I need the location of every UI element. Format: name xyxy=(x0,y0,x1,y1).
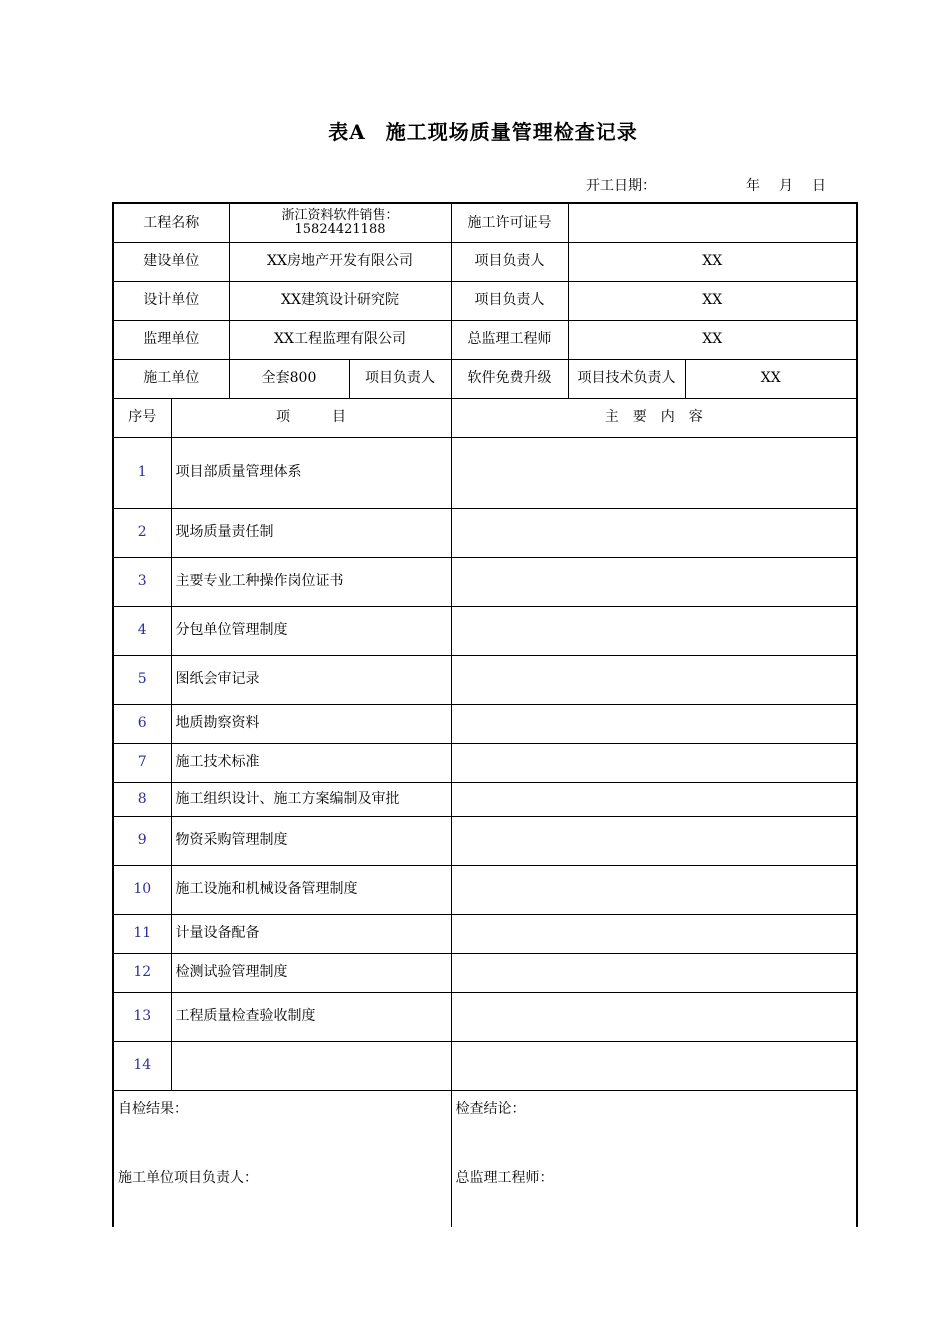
builder-lead-label: 项目负责人 xyxy=(451,242,568,281)
permit-value xyxy=(568,203,857,242)
item-content xyxy=(451,437,857,508)
item-content xyxy=(451,606,857,655)
item-number: 4 xyxy=(113,606,171,655)
chief-supervisor-label: 总监理工程师 xyxy=(451,320,568,359)
item-number: 7 xyxy=(113,743,171,782)
project-name-line2: 15824421188 xyxy=(294,221,386,237)
item-name: 计量设备配备 xyxy=(171,914,451,953)
start-date-row xyxy=(586,175,836,195)
table-row xyxy=(113,606,857,655)
tech-lead-value: XX xyxy=(685,359,857,398)
table-row xyxy=(113,914,857,953)
item-content xyxy=(451,508,857,557)
table-row xyxy=(113,508,857,557)
seq-header: 序号 xyxy=(113,398,171,437)
start-date-label: 开工日期： xyxy=(586,178,656,194)
supervisor-label: 监理单位 xyxy=(113,320,229,359)
item-number: 14 xyxy=(113,1041,171,1090)
contractor-lead-label: 项目负责人 xyxy=(349,359,451,398)
item-number: 5 xyxy=(113,655,171,704)
conclusion-label: 检查结论： xyxy=(455,1100,526,1117)
item-content xyxy=(451,865,857,914)
item-number: 3 xyxy=(113,557,171,606)
item-name: 主要专业工种操作岗位证书 xyxy=(171,557,451,606)
inspection-form xyxy=(112,202,856,1227)
item-number: 2 xyxy=(113,508,171,557)
item-number: 11 xyxy=(113,914,171,953)
item-number: 8 xyxy=(113,782,171,816)
item-content xyxy=(451,953,857,992)
self-check-cell xyxy=(113,1090,451,1227)
chief-supervisor-value: XX xyxy=(568,320,857,359)
contractor-sign-label: 施工单位项目负责人： xyxy=(118,1169,258,1186)
info-row-project xyxy=(113,203,857,242)
table-row xyxy=(113,816,857,865)
contractor-lead-value: 软件免费升级 xyxy=(451,359,568,398)
info-row-supervisor xyxy=(113,320,857,359)
item-name: 工程质量检查验收制度 xyxy=(171,992,451,1041)
chief-sign-label: 总监理工程师： xyxy=(455,1169,554,1186)
item-content xyxy=(451,655,857,704)
item-name xyxy=(171,1041,451,1090)
table-row xyxy=(113,743,857,782)
builder-label: 建设单位 xyxy=(113,242,229,281)
permit-label: 施工许可证号 xyxy=(451,203,568,242)
supervisor-value: XX工程监理有限公司 xyxy=(229,320,451,359)
project-name-value xyxy=(229,203,451,242)
signature-row xyxy=(113,1090,857,1227)
inspection-table xyxy=(112,202,858,1227)
conclusion-cell xyxy=(451,1090,857,1227)
item-name: 地质勘察资料 xyxy=(171,704,451,743)
contractor-label: 施工单位 xyxy=(113,359,229,398)
item-name: 施工组织设计、施工方案编制及审批 xyxy=(171,782,451,816)
contractor-value: 全套800 xyxy=(229,359,349,398)
project-name-line1: 浙江资料软件销售： xyxy=(281,208,399,224)
item-number: 6 xyxy=(113,704,171,743)
item-number: 9 xyxy=(113,816,171,865)
item-name: 分包单位管理制度 xyxy=(171,606,451,655)
item-number: 1 xyxy=(113,437,171,508)
self-check-label: 自检结果： xyxy=(118,1100,188,1117)
date-year: 年 xyxy=(746,178,760,194)
title-main: 施工现场质量管理检查记录 xyxy=(385,120,638,144)
item-number: 12 xyxy=(113,953,171,992)
item-name: 检测试验管理制度 xyxy=(171,953,451,992)
item-content xyxy=(451,992,857,1041)
table-row xyxy=(113,1041,857,1090)
item-name: 现场质量责任制 xyxy=(171,508,451,557)
date-day: 日 xyxy=(812,178,826,194)
table-row xyxy=(113,953,857,992)
table-row xyxy=(113,865,857,914)
content-header: 主 要 内 容 xyxy=(451,398,857,437)
item-name: 施工设施和机械设备管理制度 xyxy=(171,865,451,914)
design-label: 设计单位 xyxy=(113,281,229,320)
item-name: 物资采购管理制度 xyxy=(171,816,451,865)
table-row xyxy=(113,704,857,743)
title-prefix: 表A xyxy=(328,120,366,144)
table-row xyxy=(113,992,857,1041)
info-row-builder xyxy=(113,242,857,281)
info-row-design xyxy=(113,281,857,320)
item-content xyxy=(451,816,857,865)
table-row xyxy=(113,437,857,508)
items-header-row xyxy=(113,398,857,437)
table-row xyxy=(113,782,857,816)
table-row xyxy=(113,557,857,606)
date-month: 月 xyxy=(779,178,793,194)
item-name: 图纸会审记录 xyxy=(171,655,451,704)
item-content xyxy=(451,1041,857,1090)
info-row-contractor xyxy=(113,359,857,398)
builder-value: XX房地产开发有限公司 xyxy=(229,242,451,281)
design-lead-label: 项目负责人 xyxy=(451,281,568,320)
tech-lead-label: 项目技术负责人 xyxy=(568,359,685,398)
page-title xyxy=(0,116,950,145)
design-value: XX建筑设计研究院 xyxy=(229,281,451,320)
table-row xyxy=(113,655,857,704)
design-lead-value: XX xyxy=(568,281,857,320)
item-number: 13 xyxy=(113,992,171,1041)
builder-lead-value: XX xyxy=(568,242,857,281)
item-name: 项目部质量管理体系 xyxy=(171,437,451,508)
item-content xyxy=(451,557,857,606)
item-content xyxy=(451,743,857,782)
item-header: 项 目 xyxy=(171,398,451,437)
project-name-label: 工程名称 xyxy=(113,203,229,242)
item-number: 10 xyxy=(113,865,171,914)
item-content xyxy=(451,782,857,816)
item-content xyxy=(451,914,857,953)
item-name: 施工技术标准 xyxy=(171,743,451,782)
item-content xyxy=(451,704,857,743)
